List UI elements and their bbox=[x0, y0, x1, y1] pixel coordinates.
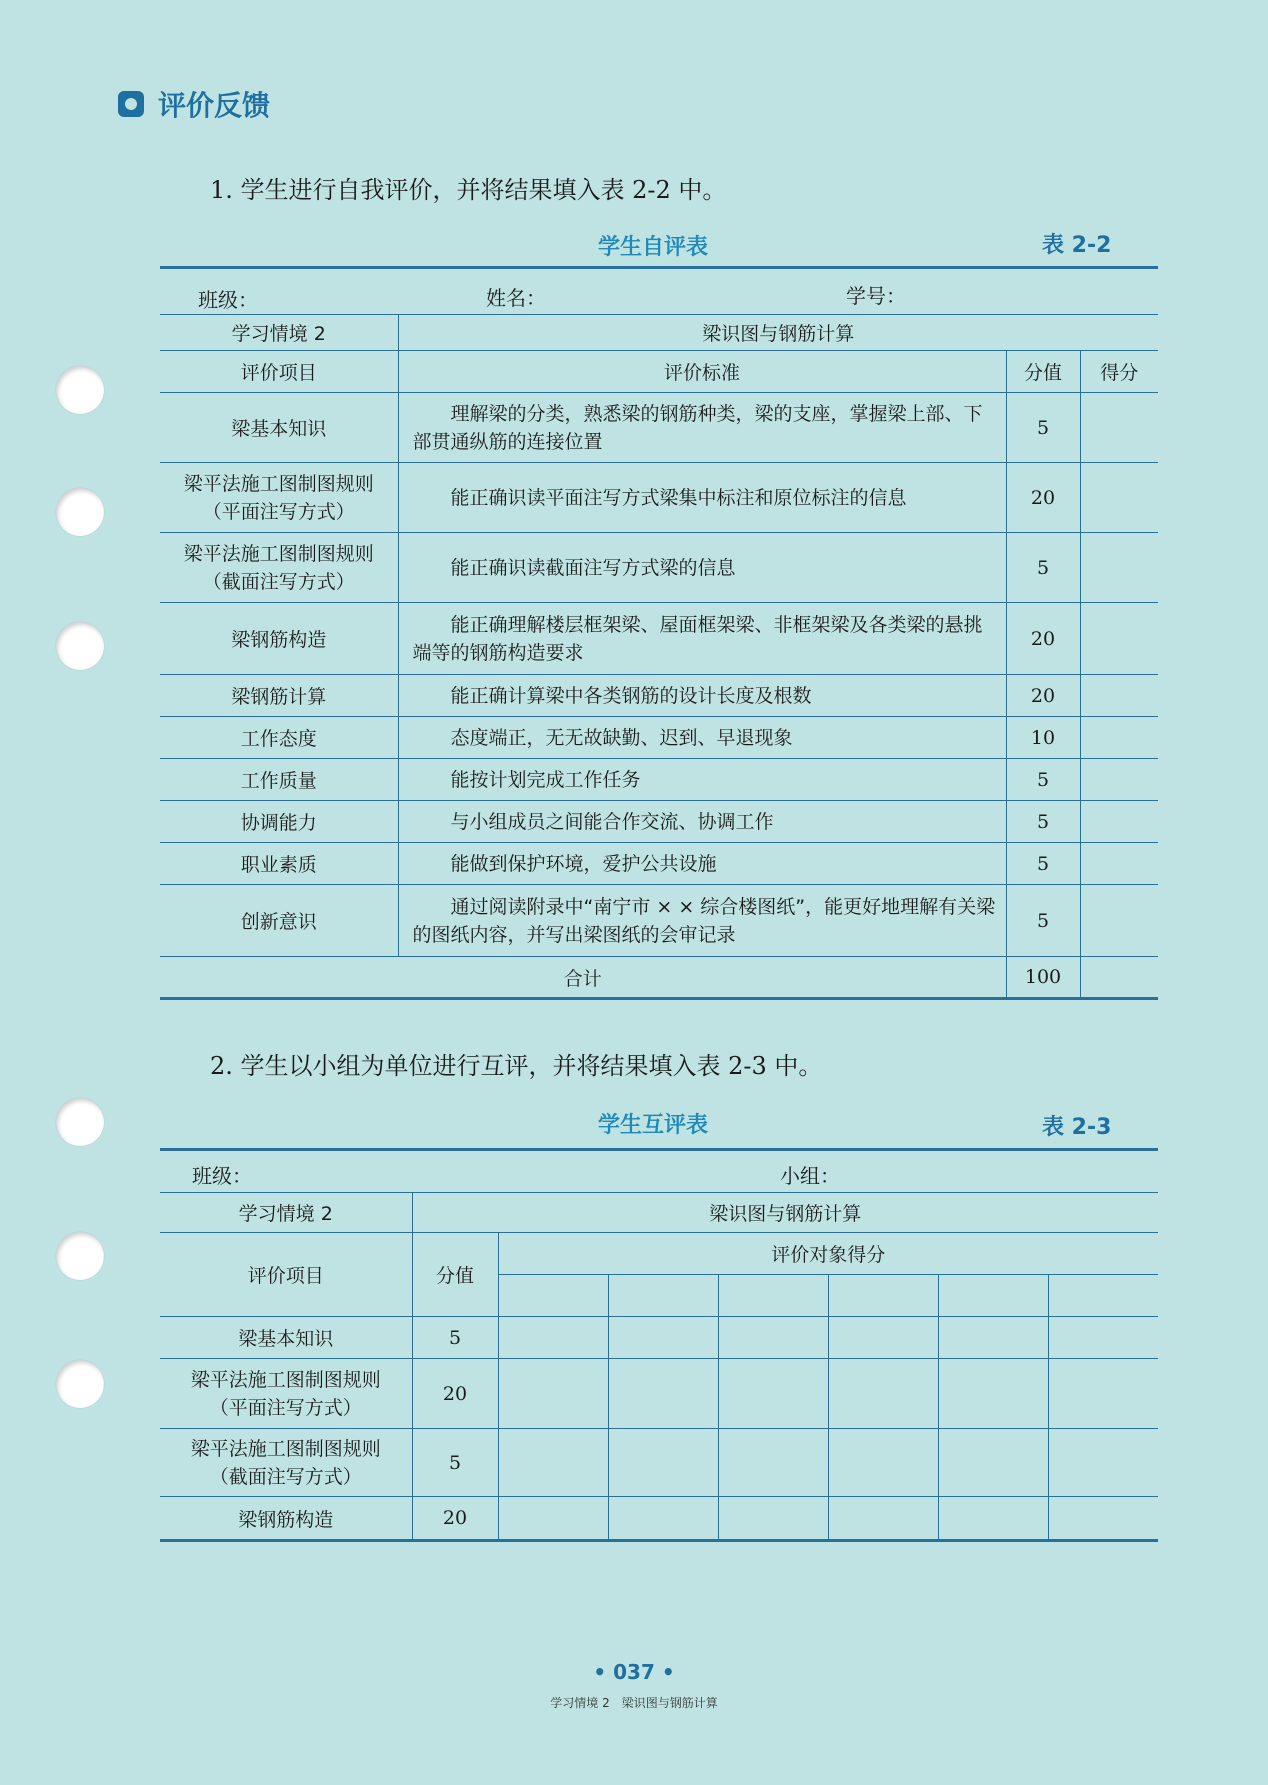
score-input-cell[interactable] bbox=[498, 1317, 608, 1359]
target-column-header[interactable] bbox=[1048, 1275, 1158, 1317]
table-row bbox=[160, 801, 1158, 843]
score-input-cell[interactable] bbox=[938, 1429, 1048, 1497]
score-input-cell[interactable] bbox=[1048, 1317, 1158, 1359]
score-input-cell[interactable] bbox=[498, 1429, 608, 1497]
student-id-field-label: 学号： bbox=[846, 284, 906, 308]
section-title: 评价反馈 bbox=[158, 89, 271, 122]
total-row bbox=[160, 957, 1158, 999]
score-input-cell[interactable] bbox=[1080, 801, 1158, 843]
row-score: 5 bbox=[1006, 843, 1080, 885]
table-top-rule bbox=[160, 266, 1158, 269]
instruction-peer: 2. 学生以小组为单位进行互评，并将结果填入表 2-3 中。 bbox=[210, 1052, 823, 1080]
score-input-cell[interactable] bbox=[1048, 1359, 1158, 1429]
table-row bbox=[160, 1497, 1158, 1541]
table-row bbox=[160, 1317, 1158, 1359]
row-standard: 能做到保护环境，爱护公共设施 bbox=[398, 843, 1006, 885]
bullet-icon bbox=[118, 91, 144, 117]
header-score: 分值 bbox=[412, 1233, 498, 1317]
header-targets: 评价对象得分 bbox=[498, 1233, 1158, 1275]
score-input-cell[interactable] bbox=[1080, 463, 1158, 533]
row-item: 职业素质 bbox=[160, 843, 398, 885]
punch-hole bbox=[56, 366, 104, 414]
score-input-cell[interactable] bbox=[608, 1317, 718, 1359]
table-row bbox=[160, 717, 1158, 759]
table-row bbox=[160, 675, 1158, 717]
table-row bbox=[160, 843, 1158, 885]
header-item: 评价项目 bbox=[160, 351, 398, 393]
score-input-cell[interactable] bbox=[498, 1359, 608, 1429]
row-score: 5 bbox=[412, 1429, 498, 1497]
target-column-header[interactable] bbox=[498, 1275, 608, 1317]
table-top-rule bbox=[160, 1148, 1158, 1151]
punch-hole bbox=[56, 1098, 104, 1146]
context-value: 梁识图与钢筋计算 bbox=[412, 1193, 1158, 1233]
row-item: 梁平法施工图制图规则（截面注写方式） bbox=[160, 1429, 412, 1497]
score-input-cell[interactable] bbox=[1080, 717, 1158, 759]
score-input-cell[interactable] bbox=[1080, 759, 1158, 801]
running-footer: 学习情境 2 梁识图与钢筋计算 bbox=[550, 1696, 718, 1710]
row-item: 协调能力 bbox=[160, 801, 398, 843]
row-standard: 通过阅读附录中“南宁市 × × 综合楼图纸”，能更好地理解有关梁的图纸内容，并写出梁图纸的会审记录 bbox=[398, 885, 1006, 957]
row-item: 梁基本知识 bbox=[160, 1317, 412, 1359]
table-row bbox=[160, 533, 1158, 603]
score-input-cell[interactable] bbox=[1048, 1429, 1158, 1497]
class-field-label: 班级： bbox=[192, 1164, 252, 1188]
header-standard: 评价标准 bbox=[398, 351, 1006, 393]
header-got: 得分 bbox=[1080, 351, 1158, 393]
section-heading bbox=[118, 84, 270, 124]
score-input-cell[interactable] bbox=[1080, 843, 1158, 885]
row-item: 梁钢筋构造 bbox=[160, 603, 398, 675]
row-score: 20 bbox=[1006, 463, 1080, 533]
class-field-label: 班级： bbox=[198, 288, 258, 312]
group-field-label: 小组： bbox=[780, 1164, 840, 1188]
peer-evaluation-table bbox=[160, 1192, 1158, 1542]
score-input-cell[interactable] bbox=[938, 1497, 1048, 1541]
page-number: • 037 • bbox=[593, 1660, 675, 1684]
row-item: 梁钢筋构造 bbox=[160, 1497, 412, 1541]
row-score: 20 bbox=[412, 1359, 498, 1429]
total-label: 合计 bbox=[160, 957, 1006, 999]
score-input-cell[interactable] bbox=[1080, 885, 1158, 957]
row-item: 梁钢筋计算 bbox=[160, 675, 398, 717]
row-score: 20 bbox=[1006, 603, 1080, 675]
row-score: 5 bbox=[1006, 759, 1080, 801]
total-score: 100 bbox=[1006, 957, 1080, 999]
score-input-cell[interactable] bbox=[938, 1317, 1048, 1359]
score-input-cell[interactable] bbox=[828, 1359, 938, 1429]
row-item: 梁基本知识 bbox=[160, 393, 398, 463]
total-input-cell[interactable] bbox=[1080, 957, 1158, 999]
punch-hole bbox=[56, 622, 104, 670]
punch-hole bbox=[56, 1232, 104, 1280]
row-score: 5 bbox=[1006, 533, 1080, 603]
row-standard: 与小组成员之间能合作交流、协调工作 bbox=[398, 801, 1006, 843]
score-input-cell[interactable] bbox=[938, 1359, 1048, 1429]
row-standard: 态度端正，无无故缺勤、迟到、早退现象 bbox=[398, 717, 1006, 759]
score-input-cell[interactable] bbox=[1080, 603, 1158, 675]
score-input-cell[interactable] bbox=[718, 1317, 828, 1359]
punch-hole bbox=[56, 1360, 104, 1408]
row-score: 20 bbox=[412, 1497, 498, 1541]
score-input-cell[interactable] bbox=[498, 1497, 608, 1541]
context-value: 梁识图与钢筋计算 bbox=[398, 315, 1158, 351]
instruction-self: 1. 学生进行自我评价，并将结果填入表 2-2 中。 bbox=[210, 176, 727, 204]
context-label: 学习情境 2 bbox=[160, 1193, 412, 1233]
row-score: 5 bbox=[1006, 393, 1080, 463]
table-row bbox=[160, 885, 1158, 957]
row-score: 10 bbox=[1006, 717, 1080, 759]
row-standard: 能正确计算梁中各类钢筋的设计长度及根数 bbox=[398, 675, 1006, 717]
score-input-cell[interactable] bbox=[828, 1317, 938, 1359]
table-row bbox=[160, 603, 1158, 675]
score-input-cell[interactable] bbox=[828, 1497, 938, 1541]
row-standard: 能正确识读平面注写方式梁集中标注和原位标注的信息 bbox=[398, 463, 1006, 533]
target-column-header[interactable] bbox=[718, 1275, 828, 1317]
row-standard: 能按计划完成工作任务 bbox=[398, 759, 1006, 801]
row-score: 5 bbox=[1006, 801, 1080, 843]
self-table-number: 表 2-2 bbox=[1042, 233, 1112, 258]
row-standard: 能正确理解楼层框架梁、屋面框架梁、非框架梁及各类梁的悬挑端等的钢筋构造要求 bbox=[398, 603, 1006, 675]
table-row bbox=[160, 393, 1158, 463]
score-input-cell[interactable] bbox=[718, 1359, 828, 1429]
header-item: 评价项目 bbox=[160, 1233, 412, 1317]
row-item: 创新意识 bbox=[160, 885, 398, 957]
table-row bbox=[160, 463, 1158, 533]
score-input-cell[interactable] bbox=[608, 1359, 718, 1429]
peer-table-caption: 学生互评表 bbox=[598, 1113, 709, 1138]
row-item: 梁平法施工图制图规则（截面注写方式） bbox=[160, 533, 398, 603]
row-score: 5 bbox=[412, 1317, 498, 1359]
target-column-header[interactable] bbox=[608, 1275, 718, 1317]
score-input-cell[interactable] bbox=[608, 1429, 718, 1497]
row-item: 梁平法施工图制图规则（平面注写方式） bbox=[160, 463, 398, 533]
row-score: 5 bbox=[1006, 885, 1080, 957]
score-input-cell[interactable] bbox=[608, 1497, 718, 1541]
target-column-header[interactable] bbox=[828, 1275, 938, 1317]
row-item: 工作质量 bbox=[160, 759, 398, 801]
score-input-cell[interactable] bbox=[718, 1429, 828, 1497]
score-input-cell[interactable] bbox=[718, 1497, 828, 1541]
row-item: 工作态度 bbox=[160, 717, 398, 759]
score-input-cell[interactable] bbox=[1048, 1497, 1158, 1541]
self-evaluation-table bbox=[160, 314, 1158, 1000]
self-table-caption: 学生自评表 bbox=[598, 235, 709, 260]
row-score: 20 bbox=[1006, 675, 1080, 717]
table-row bbox=[160, 1429, 1158, 1497]
target-column-header[interactable] bbox=[938, 1275, 1048, 1317]
row-item: 梁平法施工图制图规则（平面注写方式） bbox=[160, 1359, 412, 1429]
name-field-label: 姓名： bbox=[486, 286, 546, 310]
score-input-cell[interactable] bbox=[1080, 393, 1158, 463]
row-standard: 能正确识读截面注写方式梁的信息 bbox=[398, 533, 1006, 603]
peer-table-number: 表 2-3 bbox=[1042, 1115, 1112, 1140]
score-input-cell[interactable] bbox=[1080, 533, 1158, 603]
header-score: 分值 bbox=[1006, 351, 1080, 393]
punch-hole bbox=[56, 488, 104, 536]
table-row bbox=[160, 759, 1158, 801]
score-input-cell[interactable] bbox=[1080, 675, 1158, 717]
score-input-cell[interactable] bbox=[828, 1429, 938, 1497]
table-row bbox=[160, 1359, 1158, 1429]
context-label: 学习情境 2 bbox=[160, 315, 398, 351]
row-standard: 理解梁的分类，熟悉梁的钢筋种类，梁的支座，掌握梁上部、下部贯通纵筋的连接位置 bbox=[398, 393, 1006, 463]
